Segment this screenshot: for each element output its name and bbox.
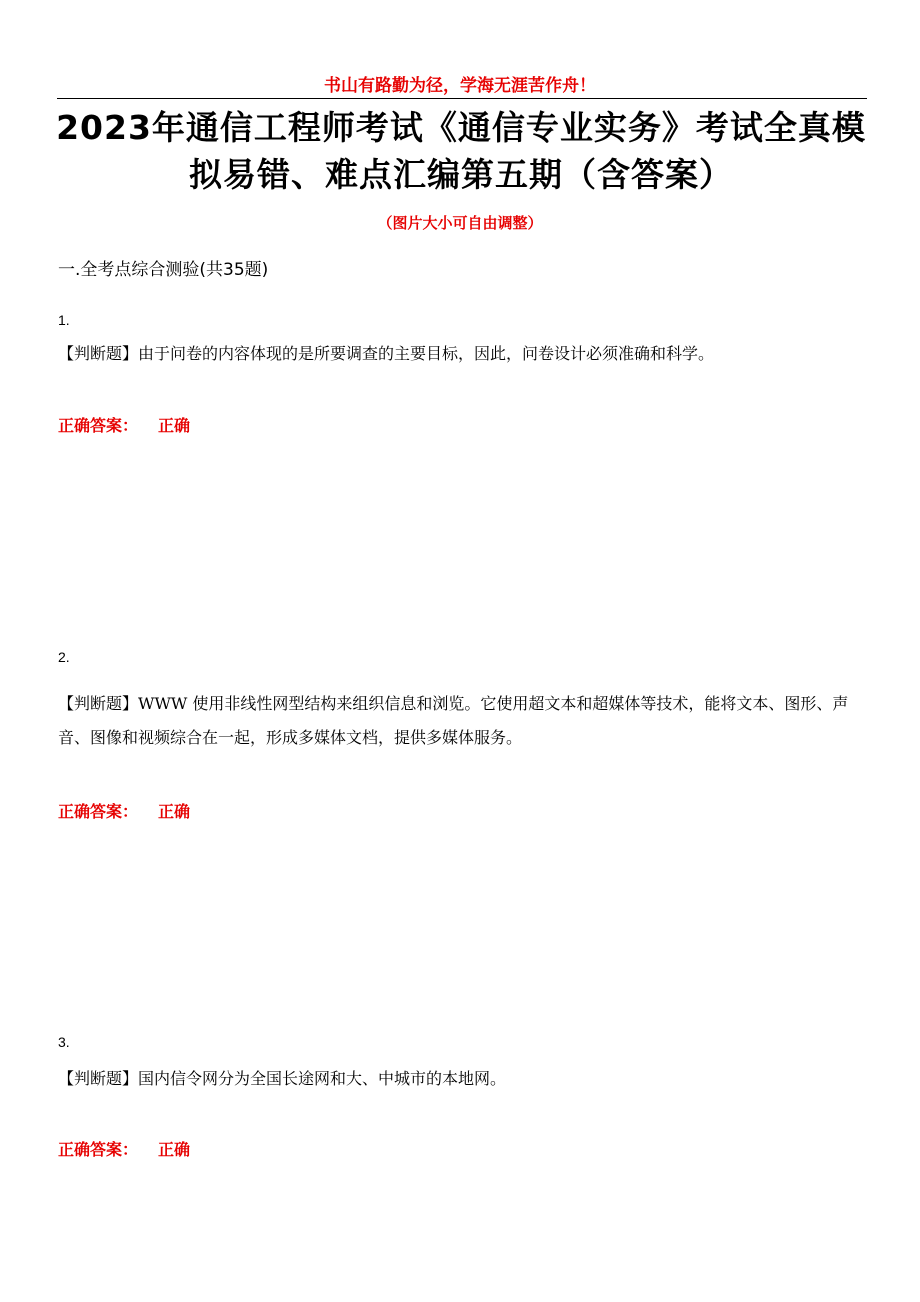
question-text: 【判断题】WWW 使用非线性网型结构来组织信息和浏览。它使用超文本和超媒体等技术，能将文本、图形、声音、图像和视频综合在一起，形成多媒体文档，提供多媒体服务。 (58, 694, 849, 747)
answer-value: 正确 (158, 802, 191, 821)
answer-value: 正确 (158, 416, 191, 435)
answer-line (58, 801, 190, 823)
answer-line (58, 1139, 190, 1161)
header-divider (57, 98, 867, 99)
question-text: 【判断题】由于问卷的内容体现的是所要调查的主要目标，因此，问卷设计必须准确和科学。 (58, 344, 715, 363)
document-title: 2023年通信工程师考试《通信专业实务》考试全真模拟易错、难点汇编第五期（含答案） (56, 108, 866, 194)
answer-label: 正确答案： (58, 802, 139, 821)
answer-value: 正确 (158, 1140, 191, 1159)
answer-line (58, 415, 190, 437)
answer-label: 正确答案： (58, 416, 139, 435)
question-number: 1. (58, 312, 70, 328)
question-text: 【判断题】国内信令网分为全国长途网和大、中城市的本地网。 (58, 1069, 507, 1088)
question-number: 3. (58, 1034, 70, 1050)
answer-label: 正确答案： (58, 1140, 139, 1159)
section-heading: 一.全考点综合测验(共35题) (58, 260, 269, 280)
document-subtitle: （图片大小可自由调整） (377, 214, 543, 232)
question-number: 2. (58, 649, 70, 665)
motto-banner: 书山有路勤为径，学海无涯苦作舟！ (324, 76, 596, 96)
